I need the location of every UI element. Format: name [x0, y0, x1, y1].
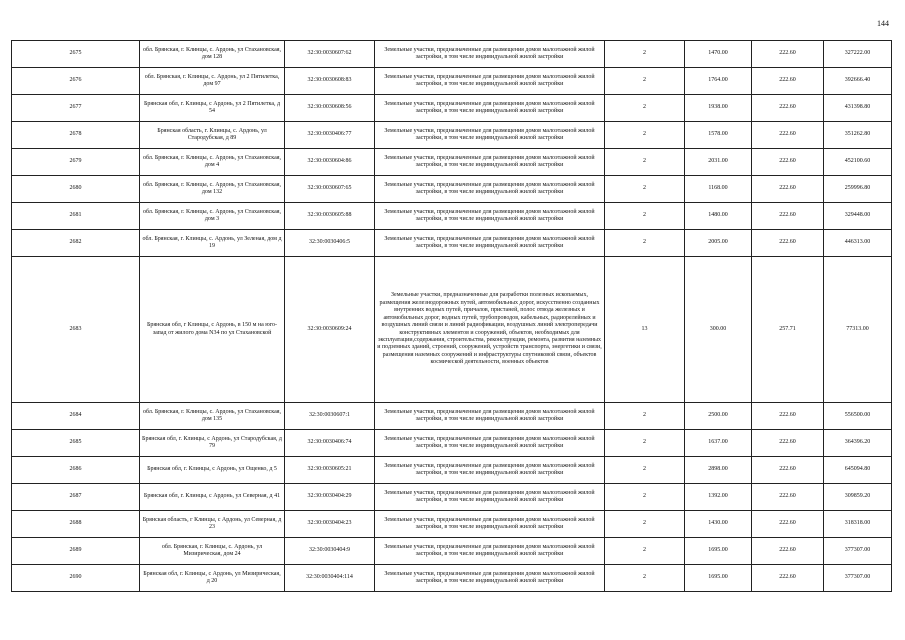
category-cell: 2: [605, 95, 685, 122]
permitted-use-cell: Земельные участки, предназначенные для размещения домов малоэтажной жилой застройки, в том числе индивидуальной жилой застройки: [375, 484, 605, 511]
area-cell: 1764.00: [685, 68, 752, 95]
cadastral-value-cell: 452100.60: [824, 149, 892, 176]
category-cell: 2: [605, 565, 685, 592]
cadastral-value-cell: 77313.00: [824, 257, 892, 403]
table-row: [12, 176, 892, 203]
category-cell: 2: [605, 403, 685, 430]
rate-cell: 222.60: [752, 149, 824, 176]
rate-cell: 257.71: [752, 257, 824, 403]
table-row: [12, 403, 892, 430]
rate-cell: 222.60: [752, 95, 824, 122]
permitted-use-cell: Земельные участки, предназначенные для размещения домов малоэтажной жилой застройки, в том числе индивидуальной жилой застройки: [375, 149, 605, 176]
category-cell: 2: [605, 511, 685, 538]
area-cell: 1470.00: [685, 41, 752, 68]
address-cell: Брянская обл, г. Клинцы, с Ардонь, ул Северная, д 41: [140, 484, 285, 511]
table-row: [12, 230, 892, 257]
rate-cell: 222.60: [752, 203, 824, 230]
rate-cell: 222.60: [752, 565, 824, 592]
cadastral-value-cell: 351262.80: [824, 122, 892, 149]
address-cell: обл. Брянская, г. Клинцы, с. Ардонь, ул Зеленая, дом д 19: [140, 230, 285, 257]
area-cell: 2005.00: [685, 230, 752, 257]
row-number: 2681: [12, 203, 140, 230]
cadastral-value-cell: 327222.00: [824, 41, 892, 68]
address-cell: обл. Брянская, г. Клинцы, с. Ардонь, ул 2 Пятилетка, дом 97: [140, 68, 285, 95]
row-number: 2688: [12, 511, 140, 538]
area-cell: 1578.00: [685, 122, 752, 149]
row-number: 2687: [12, 484, 140, 511]
area-cell: 2500.00: [685, 403, 752, 430]
category-cell: 2: [605, 484, 685, 511]
permitted-use-cell: Земельные участки, предназначенные для размещения домов малоэтажной жилой застройки, в том числе индивидуальной жилой застройки: [375, 68, 605, 95]
cadastral-value-cell: 431398.80: [824, 95, 892, 122]
category-cell: 13: [605, 257, 685, 403]
cadastral-value-cell: 329448.00: [824, 203, 892, 230]
permitted-use-cell: Земельные участки, предназначенные для размещения домов малоэтажной жилой застройки, в том числе индивидуальной жилой застройки: [375, 538, 605, 565]
address-cell: Брянская обл, г. Клинцы, с Ардонь, ул 2 Пятилетка, д 54: [140, 95, 285, 122]
table-row: [12, 149, 892, 176]
rate-cell: 222.60: [752, 122, 824, 149]
rate-cell: 222.60: [752, 230, 824, 257]
address-cell: обл. Брянская, г. Клинцы, с. Ардонь, ул Стахановская, дом 128: [140, 41, 285, 68]
address-cell: обл. Брянская, г. Клинцы, с. Ардонь, ул Стахановская, дом 3: [140, 203, 285, 230]
row-number: 2686: [12, 457, 140, 484]
table-row: [12, 122, 892, 149]
category-cell: 2: [605, 538, 685, 565]
table-row: [12, 511, 892, 538]
rate-cell: 222.60: [752, 538, 824, 565]
address-cell: Брянская обл, г. Клинцы, с Ардонь, ул Ощенко, д 5: [140, 457, 285, 484]
area-cell: 1695.00: [685, 538, 752, 565]
area-cell: 1430.00: [685, 511, 752, 538]
permitted-use-cell: Земельные участки, предназначенные для размещения домов малоэтажной жилой застройки, в том числе индивидуальной жилой застройки: [375, 41, 605, 68]
permitted-use-cell: Земельные участки, предназначенные для размещения домов малоэтажной жилой застройки, в том числе индивидуальной жилой застройки: [375, 176, 605, 203]
cadastral-number-cell: 32:30:0030404:29: [285, 484, 375, 511]
row-number: 2685: [12, 430, 140, 457]
cadastral-number-cell: 32:30:0030406:77: [285, 122, 375, 149]
area-cell: 2898.00: [685, 457, 752, 484]
permitted-use-cell: Земельные участки, предназначенные для размещения домов малоэтажной жилой застройки, в том числе индивидуальной жилой застройки: [375, 122, 605, 149]
permitted-use-cell: Земельные участки, предназначенные для размещения домов малоэтажной жилой застройки, в том числе индивидуальной жилой застройки: [375, 95, 605, 122]
category-cell: 2: [605, 176, 685, 203]
cadastral-number-cell: 32:30:0030607:62: [285, 41, 375, 68]
row-number: 2679: [12, 149, 140, 176]
area-cell: 1480.00: [685, 203, 752, 230]
category-cell: 2: [605, 149, 685, 176]
row-number: 2680: [12, 176, 140, 203]
cadastral-value-cell: 377307.00: [824, 538, 892, 565]
cadastral-value-cell: 377307.00: [824, 565, 892, 592]
rate-cell: 222.60: [752, 176, 824, 203]
address-cell: обл. Брянская, г. Клинцы, с. Ардонь, ул Стахановская, дом 135: [140, 403, 285, 430]
cadastral-number-cell: 32:30:0030406:5: [285, 230, 375, 257]
cadastral-number-cell: 32:30:0030406:74: [285, 430, 375, 457]
category-cell: 2: [605, 122, 685, 149]
row-number: 2682: [12, 230, 140, 257]
cadastral-value-cell: 259996.80: [824, 176, 892, 203]
cadastral-value-cell: 318318.00: [824, 511, 892, 538]
cadastral-value-cell: 556500.00: [824, 403, 892, 430]
cadastral-value-cell: 364396.20: [824, 430, 892, 457]
permitted-use-cell: Земельные участки, предназначенные для размещения домов малоэтажной жилой застройки, в том числе индивидуальной жилой застройки: [375, 403, 605, 430]
cadastral-number-cell: 32:30:0030608:56: [285, 95, 375, 122]
permitted-use-cell: Земельные участки, предназначенные для размещения домов малоэтажной жилой застройки, в том числе индивидуальной жилой застройки: [375, 203, 605, 230]
cadastral-number-cell: 32:30:0030404:114: [285, 565, 375, 592]
row-number: 2689: [12, 538, 140, 565]
table-row: [12, 457, 892, 484]
permitted-use-cell: Земельные участки, предназначенные для размещения домов малоэтажной жилой застройки, в том числе индивидуальной жилой застройки: [375, 565, 605, 592]
category-cell: 2: [605, 68, 685, 95]
row-number: 2676: [12, 68, 140, 95]
rate-cell: 222.60: [752, 403, 824, 430]
cadastral-number-cell: 32:30:0030607:1: [285, 403, 375, 430]
permitted-use-cell: Земельные участки, предназначенные для размещения домов малоэтажной жилой застройки, в том числе индивидуальной жилой застройки: [375, 511, 605, 538]
row-number: 2677: [12, 95, 140, 122]
category-cell: 2: [605, 430, 685, 457]
land-registry-table: [11, 40, 892, 592]
permitted-use-cell: Земельные участки, предназначенные для разработки полезных ископаемых, размещения железнодорожных путей, автомобильных дорог, искусственно созданных внутренних водных путей, причалов, пристаней, полос отвода железных и автомобильных дорог, водных путей, трубопроводов, кабельных, радиорелейных и воздушных линий связи и линий радиофикации, воздушных линий электропередачи конструктивных элементов и сооружений, объектов, необходимых для эксплуатации,содержания, строительства, реконструкции, ремонта, развития наземных и подземных зданий, строений, сооружений, устройств транспорта, энергетики и связи, размещения наземных сооружений и инфраструктуры спутниковой связи, объектов космической деятельности, военных объектов: [375, 257, 605, 403]
address-cell: Брянская область, г Клинцы, с Ардонь, ул Северная, д 23: [140, 511, 285, 538]
row-number: 2684: [12, 403, 140, 430]
address-cell: Брянская обл, г. Клинцы, с Ардонь, ул Стародубская, д 79: [140, 430, 285, 457]
rate-cell: 222.60: [752, 457, 824, 484]
table-row: [12, 257, 892, 403]
rate-cell: 222.60: [752, 430, 824, 457]
table-row: [12, 95, 892, 122]
page-number: 144: [877, 19, 889, 28]
area-cell: 1392.00: [685, 484, 752, 511]
cadastral-number-cell: 32:30:0030604:86: [285, 149, 375, 176]
row-number: 2683: [12, 257, 140, 403]
table-row: [12, 203, 892, 230]
cadastral-number-cell: 32:30:0030404:23: [285, 511, 375, 538]
cadastral-number-cell: 32:30:0030605:21: [285, 457, 375, 484]
category-cell: 2: [605, 230, 685, 257]
category-cell: 2: [605, 203, 685, 230]
row-number: 2678: [12, 122, 140, 149]
area-cell: 1168.00: [685, 176, 752, 203]
cadastral-value-cell: 309859.20: [824, 484, 892, 511]
cadastral-value-cell: 446313.00: [824, 230, 892, 257]
cadastral-value-cell: 392666.40: [824, 68, 892, 95]
table-row: [12, 68, 892, 95]
cadastral-number-cell: 32:30:0030404:9: [285, 538, 375, 565]
row-number: 2675: [12, 41, 140, 68]
area-cell: 1938.00: [685, 95, 752, 122]
table-body: [12, 41, 892, 592]
cadastral-number-cell: 32:30:0030607:65: [285, 176, 375, 203]
table-row: [12, 430, 892, 457]
rate-cell: 222.60: [752, 41, 824, 68]
address-cell: Брянская обл, г. Клинцы, с Ардонь, ул Мизирическая, д 20: [140, 565, 285, 592]
category-cell: 2: [605, 41, 685, 68]
permitted-use-cell: Земельные участки, предназначенные для размещения домов малоэтажной жилой застройки, в том числе индивидуальной жилой застройки: [375, 457, 605, 484]
permitted-use-cell: Земельные участки, предназначенные для размещения домов малоэтажной жилой застройки, в том числе индивидуальной жилой застройки: [375, 430, 605, 457]
address-cell: обл. Брянская, г. Клинцы, с. Ардонь, ул Стахановская, дом 132: [140, 176, 285, 203]
cadastral-number-cell: 32:30:0030609:24: [285, 257, 375, 403]
category-cell: 2: [605, 457, 685, 484]
address-cell: обл. Брянская, г. Клинцы, с. Ардонь, ул Стахановская, дом 4: [140, 149, 285, 176]
area-cell: 1637.00: [685, 430, 752, 457]
rate-cell: 222.60: [752, 511, 824, 538]
row-number: 2690: [12, 565, 140, 592]
area-cell: 300.00: [685, 257, 752, 403]
table-row: [12, 41, 892, 68]
address-cell: обл. Брянская, г. Клинцы, с. Ардонь, ул Мизирическая, дом 24: [140, 538, 285, 565]
rate-cell: 222.60: [752, 484, 824, 511]
permitted-use-cell: Земельные участки, предназначенные для размещения домов малоэтажной жилой застройки, в том числе индивидуальной жилой застройки: [375, 230, 605, 257]
cadastral-number-cell: 32:30:0030608:83: [285, 68, 375, 95]
rate-cell: 222.60: [752, 68, 824, 95]
address-cell: Брянская обл, г Клинцы, с Ардонь, в 150 м на юго-запад от жилого дома N34 по ул Стахановской: [140, 257, 285, 403]
cadastral-number-cell: 32:30:0030605:88: [285, 203, 375, 230]
cadastral-value-cell: 645094.80: [824, 457, 892, 484]
table-row: [12, 565, 892, 592]
area-cell: 2031.00: [685, 149, 752, 176]
area-cell: 1695.00: [685, 565, 752, 592]
address-cell: Брянская область, г. Клинцы, с. Ардонь, ул Стародубская, д 89: [140, 122, 285, 149]
table-row: [12, 538, 892, 565]
table-row: [12, 484, 892, 511]
